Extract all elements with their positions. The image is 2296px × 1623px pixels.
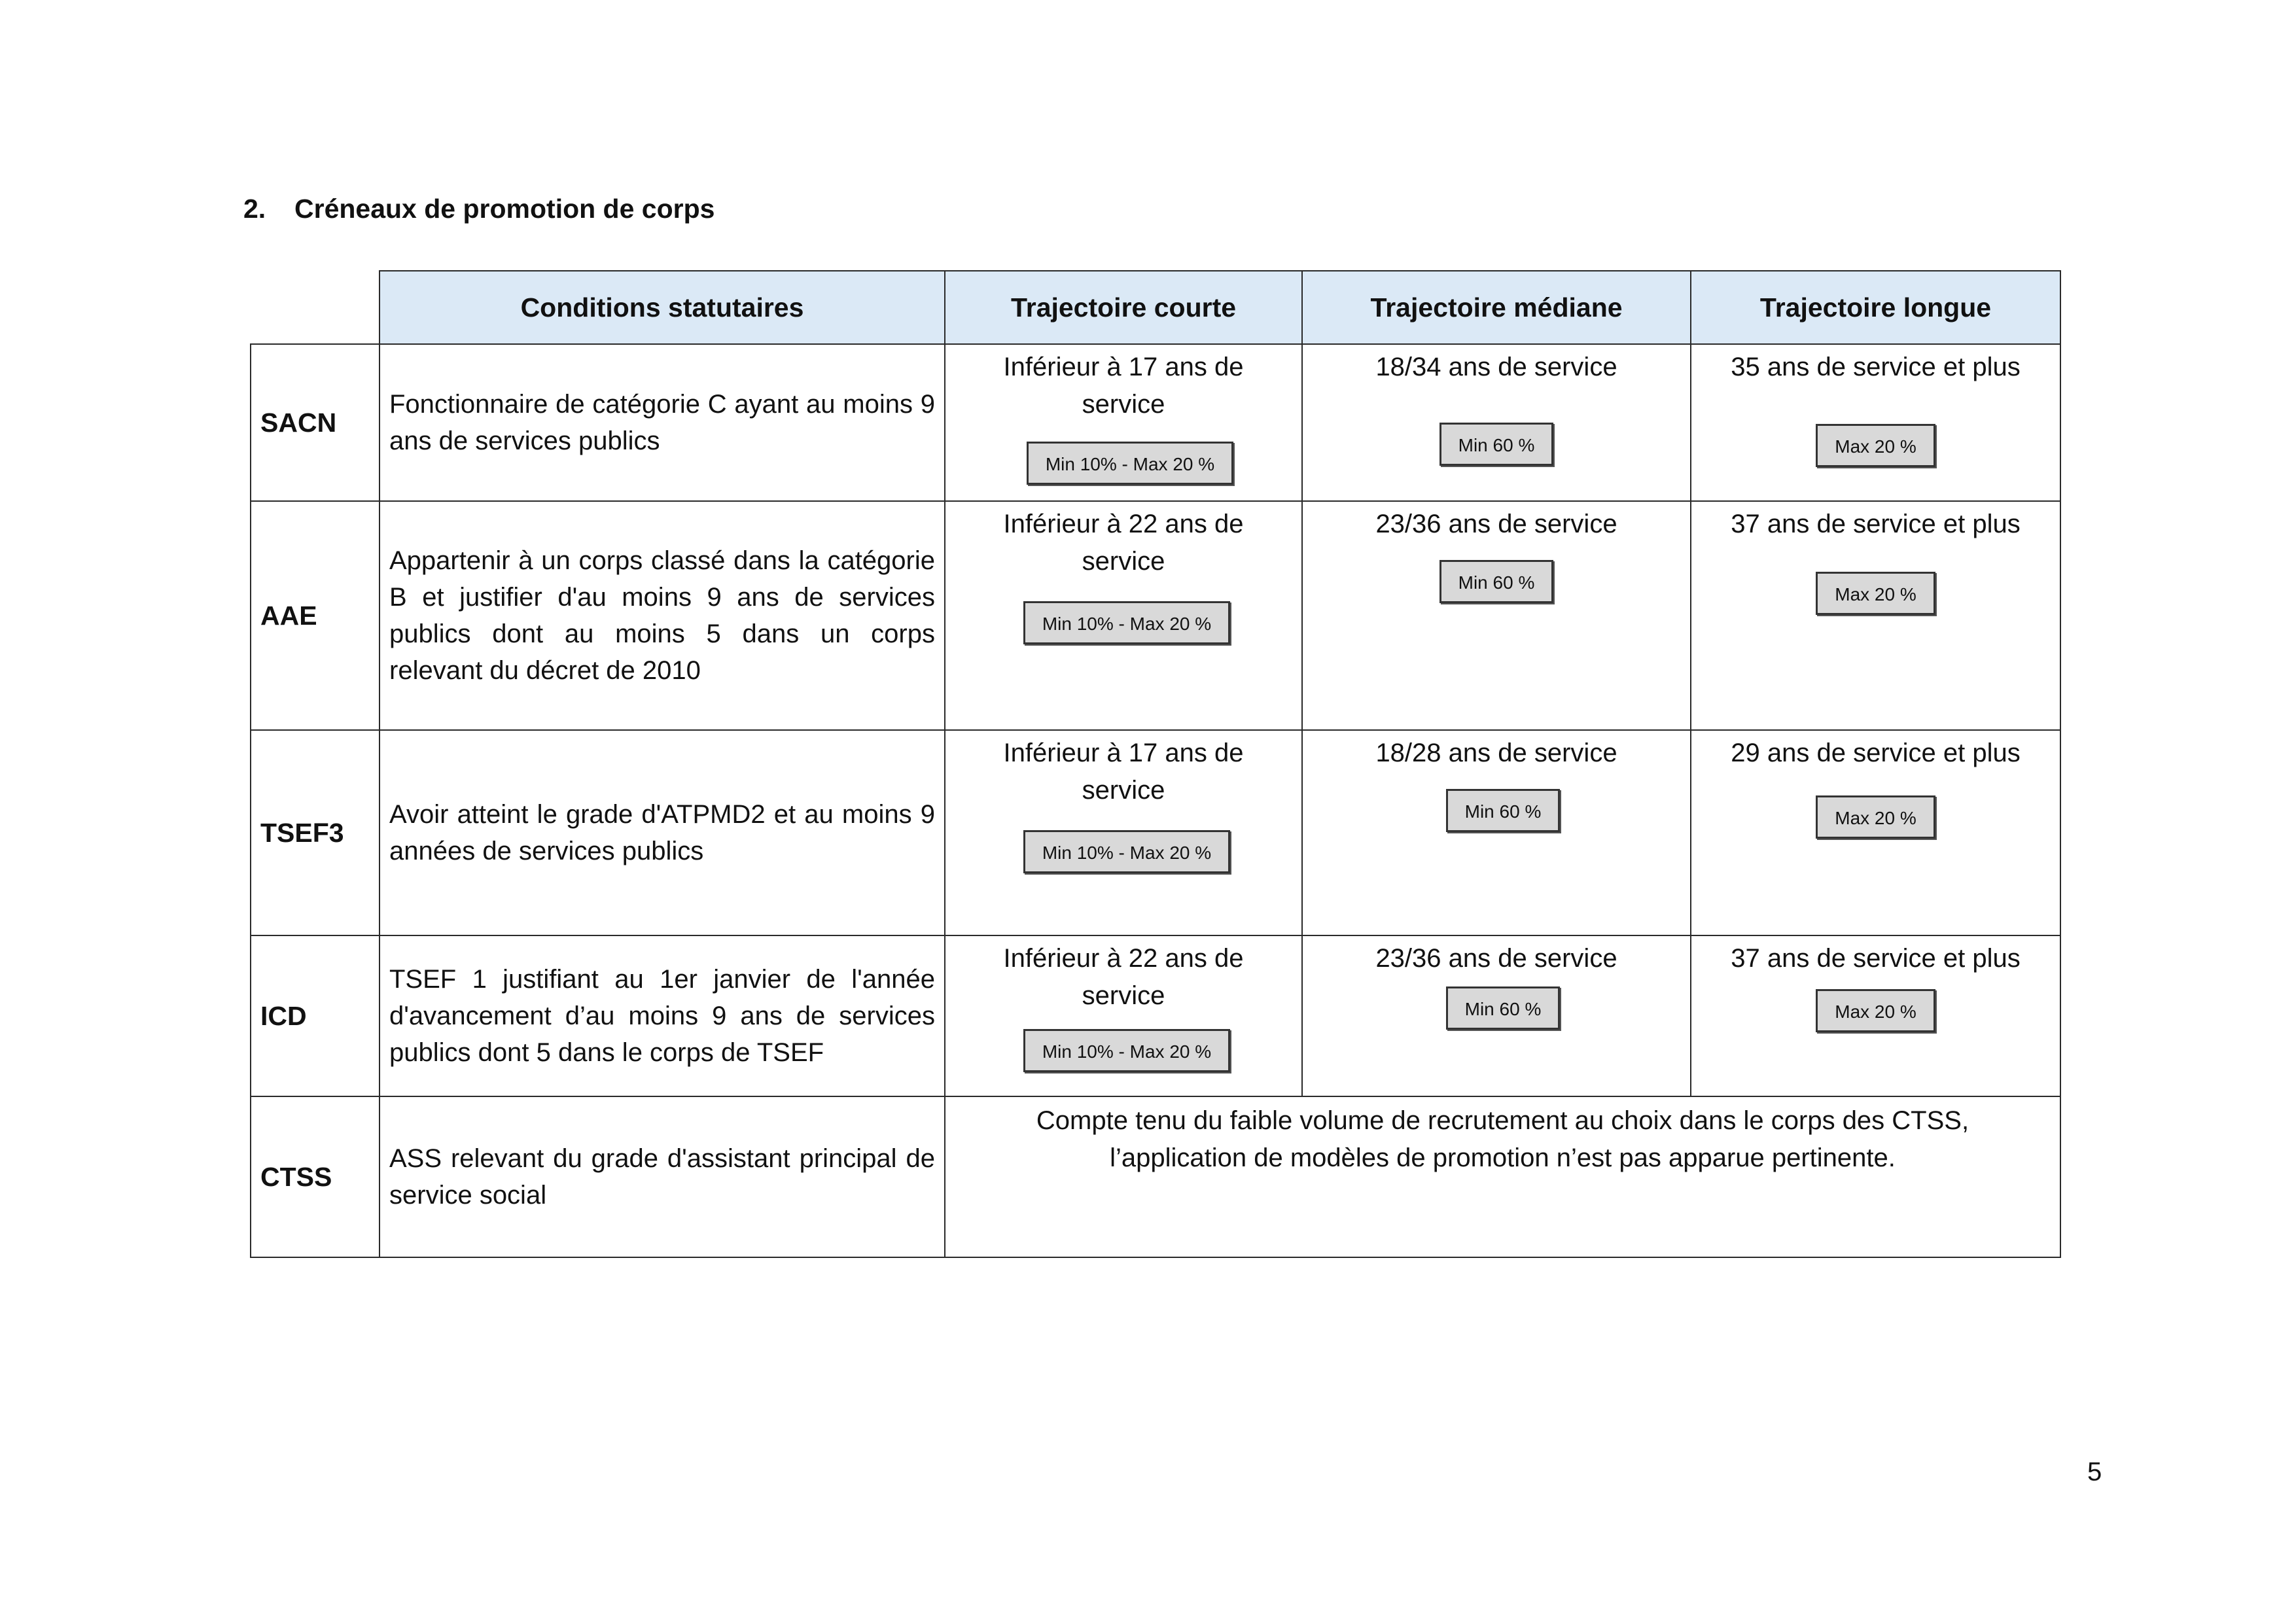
header-conditions: Conditions statutaires — [380, 271, 945, 344]
trajectoire-text: Inférieur à 22 ans de service — [1003, 510, 1244, 576]
corps-label: TSEF3 — [251, 730, 380, 935]
quota-box: Min 10% - Max 20 % — [1023, 830, 1230, 873]
table-row — [251, 730, 2060, 935]
table-row — [251, 501, 2060, 730]
trajectoire-mediane-cell — [1302, 344, 1691, 501]
trajectoire-text: 18/34 ans de service — [1375, 353, 1617, 381]
trajectoire-longue-cell — [1691, 935, 2060, 1096]
trajectoire-longue-cell — [1691, 344, 2060, 501]
trajectoire-mediane-cell — [1302, 730, 1691, 935]
table-header-row — [251, 271, 2060, 344]
quota-box: Max 20 % — [1816, 572, 1935, 615]
trajectoire-text: 29 ans de service et plus — [1731, 739, 2021, 767]
header-trajectoire-longue: Trajectoire longue — [1691, 271, 2060, 344]
quota-box: Min 10% - Max 20 % — [1023, 1029, 1230, 1072]
ctss-note-cell — [945, 1096, 2060, 1257]
trajectoire-mediane-cell — [1302, 935, 1691, 1096]
quota-box: Min 60 % — [1439, 423, 1554, 466]
quota-box: Min 60 % — [1439, 560, 1554, 603]
table-row — [251, 344, 2060, 501]
header-trajectoire-mediane: Trajectoire médiane — [1302, 271, 1691, 344]
quota-box: Max 20 % — [1816, 424, 1935, 467]
section-title: Créneaux de promotion de corps — [294, 194, 715, 224]
conditions-cell: ASS relevant du grade d'assistant principal de service social — [380, 1096, 945, 1257]
trajectoire-longue-cell — [1691, 730, 2060, 935]
section-number: 2. — [243, 194, 266, 224]
header-blank-cell — [251, 271, 380, 344]
conditions-cell: Appartenir à un corps classé dans la catégorie B et justifier d'au moins 9 ans de services publics dont au moins 5 dans un corps relevant du décret de 2010 — [380, 501, 945, 730]
trajectoire-text: 37 ans de service et plus — [1731, 510, 2021, 538]
trajectoire-text: 23/36 ans de service — [1375, 510, 1617, 538]
trajectoire-longue-cell — [1691, 501, 2060, 730]
quota-box: Max 20 % — [1816, 989, 1935, 1032]
trajectoire-text: Inférieur à 22 ans de service — [1003, 944, 1244, 1010]
trajectoire-text: 18/28 ans de service — [1375, 739, 1617, 767]
quota-box: Min 10% - Max 20 % — [1023, 601, 1230, 644]
ctss-note-line: Compte tenu du faible volume de recrutement au choix dans le corps des CTSS, — [1036, 1106, 1969, 1135]
corps-label: AAE — [251, 501, 380, 730]
corps-label: SACN — [251, 344, 380, 501]
trajectoire-courte-cell — [945, 935, 1302, 1096]
quota-box: Min 10% - Max 20 % — [1027, 442, 1233, 485]
trajectoire-courte-cell — [945, 730, 1302, 935]
trajectoire-text: Inférieur à 17 ans de service — [1003, 353, 1244, 419]
quota-box: Min 60 % — [1446, 789, 1561, 832]
section-heading — [243, 194, 715, 224]
trajectoire-courte-cell — [945, 344, 1302, 501]
header-trajectoire-courte: Trajectoire courte — [945, 271, 1302, 344]
trajectoire-mediane-cell — [1302, 501, 1691, 730]
trajectoire-text: 35 ans de service et plus — [1731, 353, 2021, 381]
trajectoire-text: Inférieur à 17 ans de service — [1003, 739, 1244, 805]
quota-box: Min 60 % — [1446, 986, 1561, 1030]
corps-label: ICD — [251, 935, 380, 1096]
conditions-cell: Fonctionnaire de catégorie C ayant au moins 9 ans de services publics — [380, 344, 945, 501]
promotion-table — [250, 270, 2061, 1258]
table-row — [251, 1096, 2060, 1257]
ctss-note-line: l’application de modèles de promotion n’est pas apparue pertinente. — [1110, 1143, 1896, 1172]
quota-box: Max 20 % — [1816, 795, 1935, 839]
trajectoire-courte-cell — [945, 501, 1302, 730]
table-row — [251, 935, 2060, 1096]
corps-label: CTSS — [251, 1096, 380, 1257]
conditions-cell: TSEF 1 justifiant au 1er janvier de l'année d'avancement d’au moins 9 ans de services publics dont 5 dans le corps de TSEF — [380, 935, 945, 1096]
conditions-cell: Avoir atteint le grade d'ATPMD2 et au moins 9 années de services publics — [380, 730, 945, 935]
page-number: 5 — [2087, 1457, 2102, 1486]
trajectoire-text: 23/36 ans de service — [1375, 944, 1617, 973]
trajectoire-text: 37 ans de service et plus — [1731, 944, 2021, 973]
